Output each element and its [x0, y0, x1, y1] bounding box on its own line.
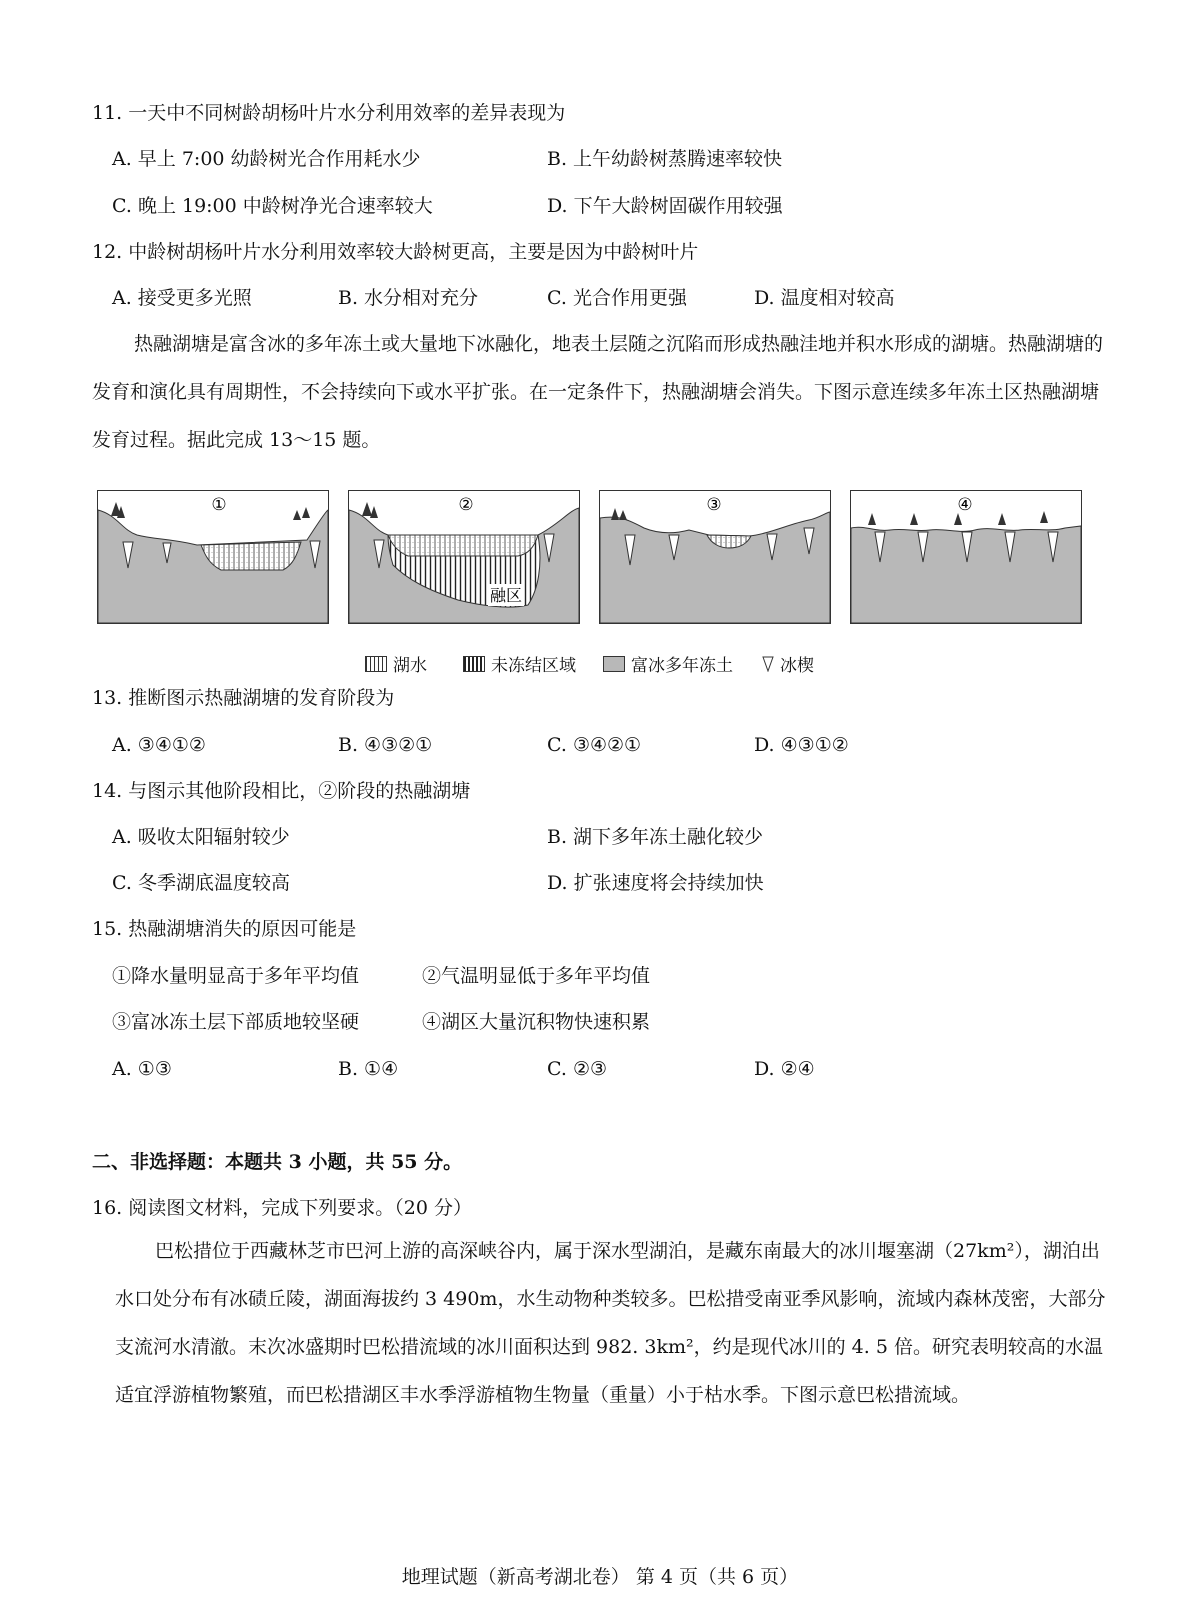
q15-statement-1: ①降水量明显高于多年平均值: [112, 965, 360, 987]
legend-lake-water-label: 湖水: [393, 656, 427, 676]
q15-option-b: B. ①④: [338, 1058, 399, 1080]
q15-statement-3: ③富冰冻土层下部质地较坚硬: [112, 1011, 360, 1033]
panel-3-label: ③: [706, 495, 722, 515]
panel-1-label: ①: [211, 495, 227, 515]
melt-zone-label: 融区: [489, 586, 523, 605]
q16-stem: 16. 阅读图文材料，完成下列要求。（20 分）: [92, 1197, 472, 1219]
panel-2-label: ②: [458, 495, 474, 515]
q12-option-d: D. 温度相对较高: [754, 287, 895, 309]
panel-4: [851, 491, 1082, 624]
q13-option-c: C. ③④②①: [547, 734, 642, 756]
q14-option-d: D. 扩张速度将会持续加快: [547, 872, 764, 894]
q14-option-a: A. 吸收太阳辐射较少: [112, 826, 290, 848]
q15-statement-2: ②气温明显低于多年平均值: [422, 965, 651, 987]
q13-stem: 13. 推断图示热融湖塘的发育阶段为: [92, 687, 395, 709]
legend-unfrozen: [463, 651, 576, 676]
q15-option-a: A. ①③: [112, 1058, 172, 1080]
unfrozen-swatch: [463, 656, 485, 672]
q11-stem: 11. 一天中不同树龄胡杨叶片水分利用效率的差异表现为: [92, 102, 566, 124]
ice-wedge-icon: [762, 656, 774, 672]
legend-permafrost-label: 富冰多年冻土: [631, 656, 733, 676]
q14-stem: 14. 与图示其他阶段相比，②阶段的热融湖塘: [92, 780, 471, 802]
q15-stem: 15. 热融湖塘消失的原因可能是: [92, 918, 357, 940]
q11-option-d: D. 下午大龄树固碳作用较强: [547, 195, 783, 217]
panel-4-label: ④: [957, 495, 973, 515]
q11-option-a: A. 早上 7:00 幼龄树光合作用耗水少: [112, 148, 421, 170]
section-heading: 二、非选择题：本题共 3 小题，共 55 分。: [92, 1151, 463, 1173]
q15-option-d: D. ②④: [754, 1058, 815, 1080]
q11-option-c: C. 晚上 19:00 中龄树净光合速率较大: [112, 195, 433, 217]
q13-option-b: B. ④③②①: [338, 734, 433, 756]
thermokarst-figure: [97, 490, 1113, 630]
legend-lake-water: [365, 651, 427, 676]
q14-option-b: B. 湖下多年冻土融化较少: [547, 826, 764, 848]
lake-water-swatch: [365, 656, 387, 672]
q12-option-a: A. 接受更多光照: [112, 287, 252, 309]
q14-option-c: C. 冬季湖底温度较高: [112, 872, 290, 894]
legend-unfrozen-label: 未冻结区域: [491, 656, 576, 676]
q16-passage: 巴松措位于西藏林芝市巴河上游的高深峡谷内，属于深水型湖泊，是藏东南最大的冰川堰塞湖（27km²），湖泊出水口处分布有冰碛丘陵，湖面海拔约 3 490m，水生动物种类较多。巴松措受南亚季风影响，流域内森林茂密，大部分支流河水清澈。末次冰盛期时巴松措流域的冰川面积达到 982. 3km²，约是现代冰川的 4. 5 倍。研究表明较高的水温适宜浮游植物繁殖，而巴松措湖区丰水季浮游植物生物量（重量）小于枯水季。下图示意巴松措流域。: [115, 1240, 1106, 1406]
panel-3: [600, 491, 831, 624]
page-footer: 地理试题（新高考湖北卷） 第 4 页（共 6 页）: [401, 1566, 799, 1588]
legend-ice-wedge: [762, 651, 814, 676]
q11-option-b: B. 上午幼龄树蒸腾速率较快: [547, 148, 783, 170]
q15-option-c: C. ②③: [547, 1058, 608, 1080]
q12-option-c: C. 光合作用更强: [547, 287, 687, 309]
legend-permafrost: [603, 651, 733, 676]
panel-2: [349, 491, 580, 624]
q12-option-b: B. 水分相对充分: [338, 287, 479, 309]
legend-ice-wedge-label: 冰楔: [780, 656, 814, 676]
q12-stem: 12. 中龄树胡杨叶片水分利用效率较大龄树更高，主要是因为中龄树叶片: [92, 241, 699, 263]
q13-option-a: A. ③④①②: [112, 734, 206, 756]
intro-paragraph: 热融湖塘是富含冰的多年冻土或大量地下冰融化，地表土层随之沉陷而形成热融洼地并积水形成的湖塘。热融湖塘的发育和演化具有周期性，不会持续向下或水平扩张。在一定条件下，热融湖塘会消失。下图示意连续多年冻土区热融湖塘发育过程。据此完成 13～15 题。: [92, 333, 1104, 451]
panel-1: [98, 491, 329, 624]
permafrost-swatch: [603, 656, 625, 672]
q15-statement-4: ④湖区大量沉积物快速积累: [422, 1011, 651, 1033]
q13-option-d: D. ④③①②: [754, 734, 849, 756]
